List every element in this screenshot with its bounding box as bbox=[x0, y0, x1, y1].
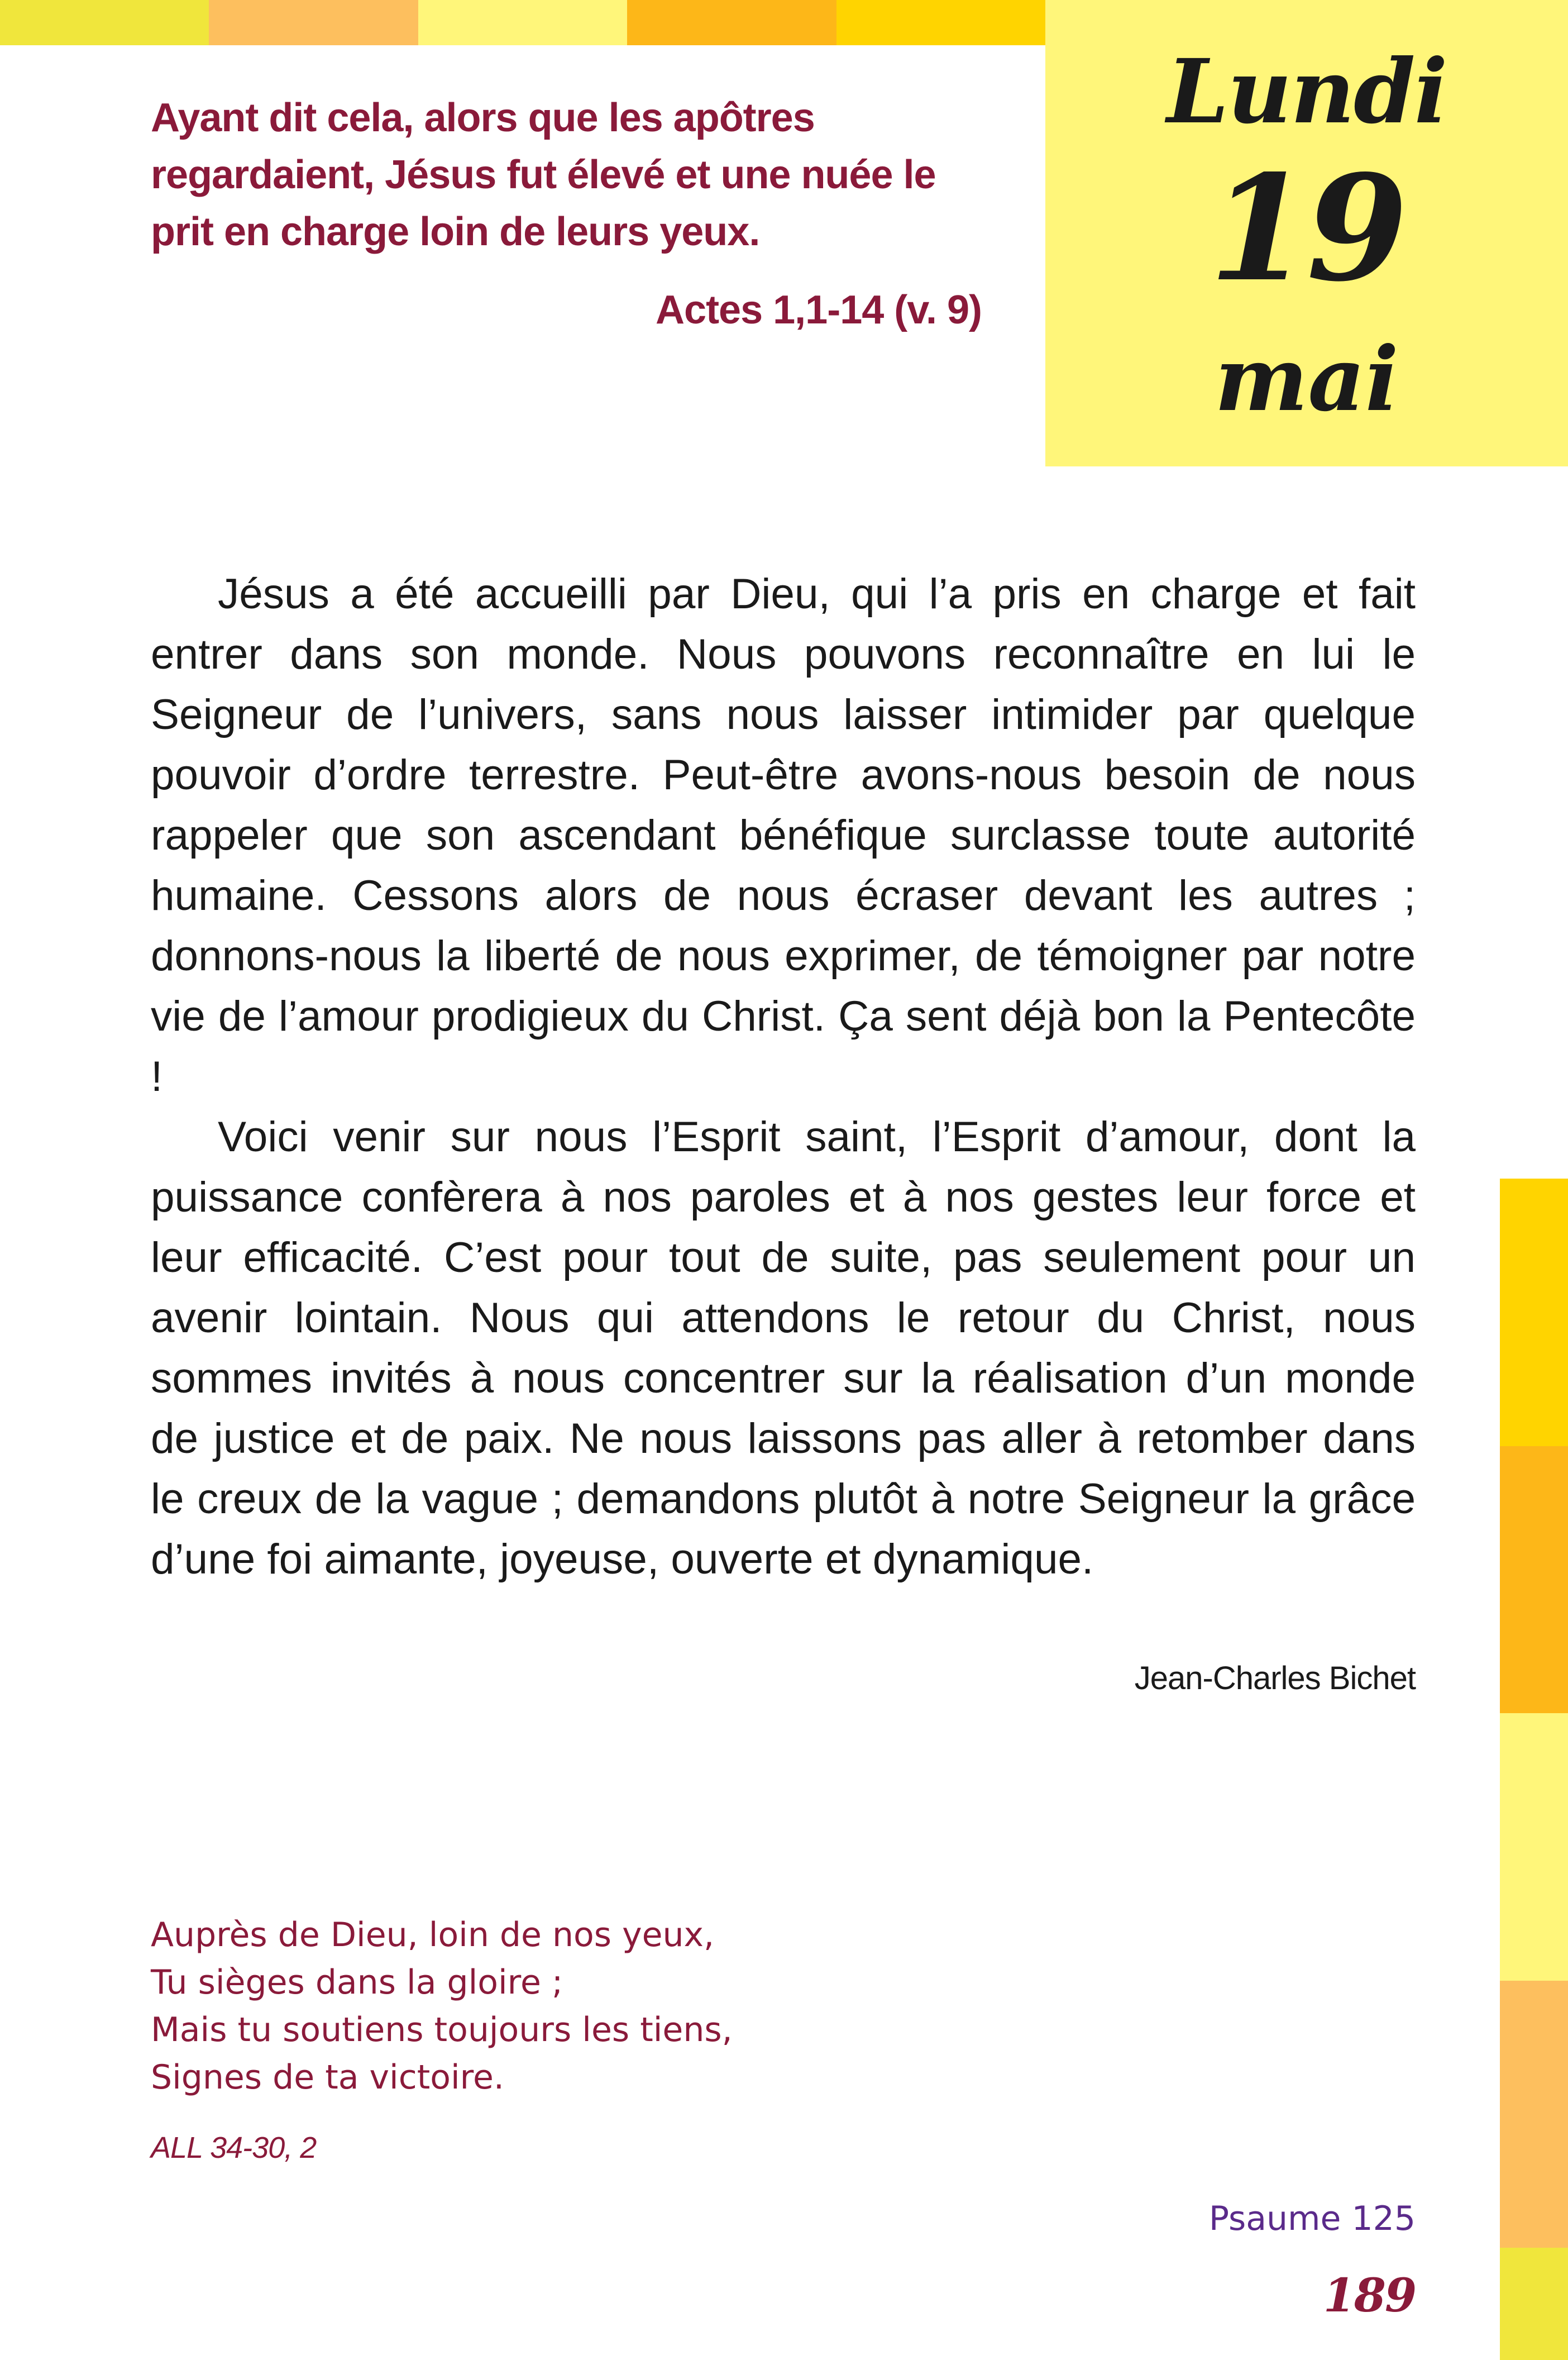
top-strip-segment-5 bbox=[836, 0, 1045, 45]
date-month: mai bbox=[1215, 328, 1399, 431]
top-strip-segment-2 bbox=[209, 0, 418, 45]
hymn-reference: ALL 34-30, 2 bbox=[151, 2131, 317, 2164]
hymn-line-2: Tu sièges dans la gloire ; bbox=[151, 1963, 563, 2002]
date-day: 19 bbox=[1209, 144, 1404, 314]
meditation-paragraph-1: Jésus a été accueilli par Dieu, qui l’a pris en charge et fait entrer dans son monde. Nous pouvons reconnaître en lui le Seigneur de l’univers, sans nous laisser intimider par quelque pouvoir d’ordre terrestre. Peut-être avons-nous besoin de nous rappeler que son ascendant bénéfique surclasse toute autorité humaine. Cessons alors de nous écraser devant les autres ; donnons-nous la liberté de nous exprimer, de témoigner par notre vie de l’amour prodigieux du Christ. Ça sent déjà bon la Pentecôte ! bbox=[151, 570, 1416, 1100]
top-color-strip bbox=[0, 0, 1045, 45]
meditation-paragraph-2: Voici venir sur nous l’Esprit saint, l’Esprit d’amour, dont la puissance confèrera à nos paroles et à nos gestes leur force et leur efficacité. C’est pour tout de suite, pas seulement pour un avenir lointain. Nous qui attendons le retour du Christ, nous sommes invités à nous concentrer sur la réalisation d’un monde de justice et de paix. Ne nous laissons pas aller à retomber dans le creux de la vague ; demandons plutôt à notre Seigneur la grâce d’une foi aimante, joyeuse, ouverte et dynamique. bbox=[151, 1113, 1416, 1583]
top-strip-segment-4 bbox=[627, 0, 836, 45]
right-color-strip bbox=[1500, 1179, 1568, 2360]
date-weekday: Lundi bbox=[1167, 40, 1447, 144]
citation-reference: Actes 1,1-14 (v. 9) bbox=[656, 288, 982, 332]
top-strip-segment-1 bbox=[0, 0, 209, 45]
hymn-verse bbox=[151, 1911, 733, 2101]
right-strip-segment-3 bbox=[1500, 1713, 1568, 1981]
right-strip-segment-2 bbox=[1500, 1446, 1568, 1714]
author-name: Jean-Charles Bichet bbox=[1134, 1660, 1416, 1696]
hymn-line-1: Auprès de Dieu, loin de nos yeux, bbox=[151, 1915, 715, 1954]
bible-citation: Ayant dit cela, alors que les apôtres regardaient, Jésus fut élevé et une nuée le prit en charge loin de leurs yeux. bbox=[151, 96, 936, 254]
psalm-reference: Psaume 125 bbox=[1208, 2199, 1416, 2238]
top-strip-segment-3 bbox=[418, 0, 627, 45]
right-strip-segment-4 bbox=[1500, 1981, 1568, 2248]
hymn-line-4: Signes de ta victoire. bbox=[151, 2058, 504, 2097]
meditation-text bbox=[151, 564, 1416, 1590]
right-strip-segment-1 bbox=[1500, 1179, 1568, 1446]
date-box bbox=[1045, 0, 1568, 466]
right-strip-segment-5 bbox=[1500, 2248, 1568, 2360]
page-number: 189 bbox=[1323, 2269, 1416, 2323]
hymn-line-3: Mais tu soutiens toujours les tiens, bbox=[151, 2010, 733, 2049]
